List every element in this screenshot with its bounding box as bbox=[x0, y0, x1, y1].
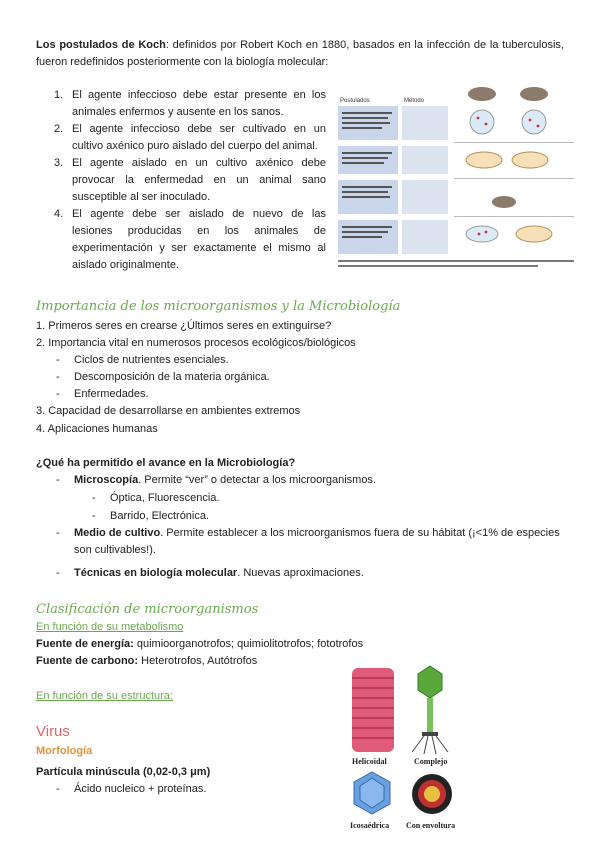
label-helicoidal: Helicoidal bbox=[352, 757, 387, 766]
particle-size: Partícula minúscula (0,02-0,3 μm) bbox=[36, 766, 211, 778]
virus-title: Virus bbox=[36, 723, 70, 740]
koch-diagram-icon bbox=[334, 82, 580, 272]
metabolism-heading: En función de su metabolismo bbox=[36, 621, 184, 633]
enveloped-virus-icon bbox=[412, 774, 452, 814]
importance-item-4: 4. Aplicaciones humanas bbox=[36, 423, 158, 435]
label-envoltura: Con envoltura bbox=[406, 821, 456, 830]
virus-morphology-figure bbox=[344, 660, 462, 832]
koch-postulates-list bbox=[36, 87, 326, 274]
figure-col1: Postulados bbox=[340, 98, 370, 104]
helical-virus-icon bbox=[352, 668, 394, 752]
label-complejo: Complejo bbox=[414, 757, 448, 766]
figure-col2: Método bbox=[404, 98, 425, 104]
icosahedral-virus-icon bbox=[354, 772, 390, 814]
morphology-heading: Morfología bbox=[36, 745, 93, 757]
intro-paragraph bbox=[36, 37, 564, 71]
label-icosaedrica: Icosaédrica bbox=[350, 821, 390, 830]
complex-virus-icon bbox=[412, 666, 448, 754]
structure-heading: En función de su estructura: bbox=[36, 690, 173, 702]
virus-shapes-icon bbox=[344, 660, 462, 832]
classification-title: Clasificación de microorganismos bbox=[36, 602, 259, 617]
importance-item-1: 1. Primeros seres en crearse ¿Últimos seres en extinguirse? bbox=[36, 320, 332, 332]
intro-text: : definidos por Robert Koch en 1880, basados en la infección de la tuberculosis, fueron redefinidos posteriormente con la biología molecular: bbox=[36, 39, 564, 68]
importance-title: Importancia de los microorganismos y la Microbiología bbox=[36, 299, 401, 314]
importance-item-3: 3. Capacidad de desarrollarse en ambientes extremos bbox=[36, 405, 301, 417]
energy-source: Fuente de energía: quimioorganotrofos; quimiolitotrofos; fototrofos bbox=[36, 638, 364, 650]
advance-medio-cont: son cultivables!). bbox=[74, 544, 156, 556]
koch-postulates-figure bbox=[334, 82, 580, 272]
intro-bold: Los postulados de Koch bbox=[36, 39, 166, 51]
list-item: 1. El agente infeccioso debe estar presente en los animales enfermos y ausente en los sanos. bbox=[54, 89, 326, 118]
list-item: 2. El agente infeccioso debe ser cultivado en un cultivo axénico puro aislado del cuerpo del animal. bbox=[54, 123, 326, 152]
carbon-source: Fuente de carbono: Heterotrofos, Autótrofos bbox=[36, 655, 258, 667]
list-item: 3. El agente aislado en un cultivo axénico debe provocar la enfermedad en un animal sano susceptible al ser inoculado. bbox=[54, 157, 326, 203]
advance-question: ¿Qué ha permitido el avance en la Microbiología? bbox=[36, 457, 296, 469]
list-item: 4. El agente debe ser aislado de nuevo de las lesiones producidas en los animales de experimentación y ser exactamente el mismo al aislado originalmente. bbox=[54, 208, 326, 271]
importance-item-2: 2. Importancia vital en numerosos procesos ecológicos/biológicos bbox=[36, 337, 356, 349]
